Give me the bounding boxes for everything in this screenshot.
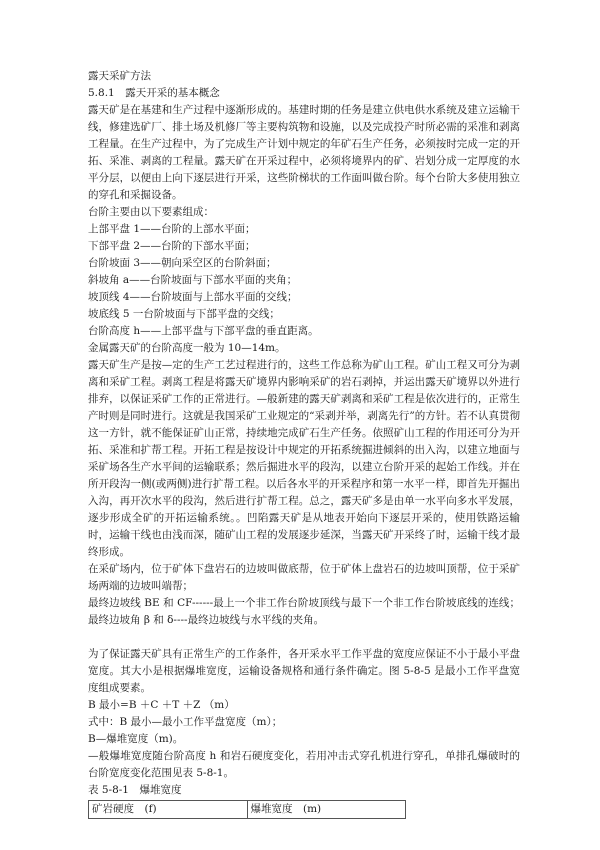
formula: B 最小=B ＋C ＋T ＋Z （m） [88,699,235,711]
list-item: 金属露天矿的台阶高度一般为 10—14m。 [88,342,286,354]
formula-where-2: B—爆堆宽度（m)。 [88,733,184,745]
table-header-row [89,801,406,819]
document-page [88,68,520,819]
paragraph-blast-width: —般爆堆宽度随台阶高度 h 和岩石硬度变化，若用冲击式穿孔机进行穿孔，单排孔爆破时的台阶宽度变化范围见表 5-8-1。 [88,750,520,779]
table-header-cell: 爆堆宽度 (m) [247,801,406,819]
list-item: 上部平盘 1——台阶的上部水平面； [88,223,256,235]
spacer [88,629,520,646]
doc-title: 露天采矿方法 [88,70,151,82]
paragraph-intro: 露天矿是在基建和生产过程中逐渐形成的。基建时期的任务是建立供电供水系统及建立运输干线，修建选矿厂、排土场及机修厂等主要构筑物和设施，以及完成投产时所必需的采准和剥离工程量。在生产过程中，为了完成生产计划中规定的年矿石生产任务，必须按时完成一定的开拓、采准、剥离的工程量。露天矿在开采过程中，必须将境界内的矿、岩划分成一定厚度的水平分层，以便由上向下逐层进行开采，这些阶梯状的工作面叫做台阶。每个台阶大多使用独立的穿孔和采掘设备。 [88,104,520,201]
table-header-cell: 矿岩硬度 (f) [89,801,248,819]
paragraph-platform-width: 为了保证露天矿具有正常生产的工作条件，各开采水平工作平盘的宽度应保证不小于最小平盘宽度。其大小是根据爆堆宽度，运输设备规格和通行条件确定。图 5-8-5 是最小工作平盘宽度组成要素。 [88,648,520,694]
list-intro: 台阶主要由以下要素组成： [88,206,214,218]
paragraph-final-slope: 最终边坡线 BE 和 CF------最上一个非工作台阶坡顶线与最下一个非工作台阶坡底线的连线；最终边坡角 β 和 δ----最终边坡线与水平线的夹角。 [88,597,520,626]
paragraph-slopes: 在采矿场内，位于矿体下盘岩石的边坡叫做底帮，位于矿体上盘岩石的边坡叫顶帮，位于采矿场两端的边坡叫端帮； [88,563,520,592]
list-item: 坡顶线 4——台阶坡面与上部水平面的交线； [88,291,298,303]
list-item: 下部平盘 2——台阶的下部水平面； [88,240,256,252]
blast-width-table [88,800,406,819]
section-heading: 5.8.1 露天开采的基本概念 [88,87,220,99]
list-item: 坡底线 5 一台阶坡面与下部平盘的交线； [88,308,280,320]
list-item: 台阶高度 h——上部平盘与下部平盘的垂直距离。 [88,325,319,337]
list-item: 台阶坡面 3——朝向采空区的台阶斜面； [88,257,277,269]
list-item: 斜坡角 a——台阶坡面与下部水平面的夹角； [88,274,298,286]
table-caption: 表 5-8-1 爆堆宽度 [88,784,182,796]
paragraph-mining-engineering: 露天矿生产是按—定的生产工艺过程进行的，这些工作总称为矿山工程。矿山工程又可分为剥离和采矿工程。剥离工程是将露天矿境界内影响采矿的岩石剥掉，并运出露天矿境界以外进行排弃，以保证采矿工作的正常进行。—般新建的露天矿剥离和采矿工程是依次进行的，正常生产时则是同时进行。这就是我国采矿工业规定的“采剥并举，剥离先行”的方针。若不认真贯彻这一方针，就不能保证矿山正常，持续地完成矿石生产任务。依照矿山工程的作用还可分为开拓、采准和扩帮工程。开拓工程是按设计中规定的开拓系统掘进倾斜的出入沟，以建立地面与采矿场各生产水平间的运输联系；然后掘进水平的段沟，以建立台阶开采的起始工作线。并在所开段沟一侧(或两侧)进行扩帮工程。以后各水平的开采程序和第一水平一样，即首先开掘出入沟，再开次水平的段沟，然后进行扩帮工程。总之，露天矿多是由单一水平向多水平发展，逐步形成全矿的开拓运输系统。。凹陷露天矿是从地表开始向下逐层开采的，使用铁路运输时，运输干线也由浅而深，随矿山工程的发展逐步延深，当露天矿开采终了时，运输干线才最终形成。 [88,359,520,558]
formula-where-1: 式中：B 最小—最小工作平盘宽度（m）； [88,716,283,728]
